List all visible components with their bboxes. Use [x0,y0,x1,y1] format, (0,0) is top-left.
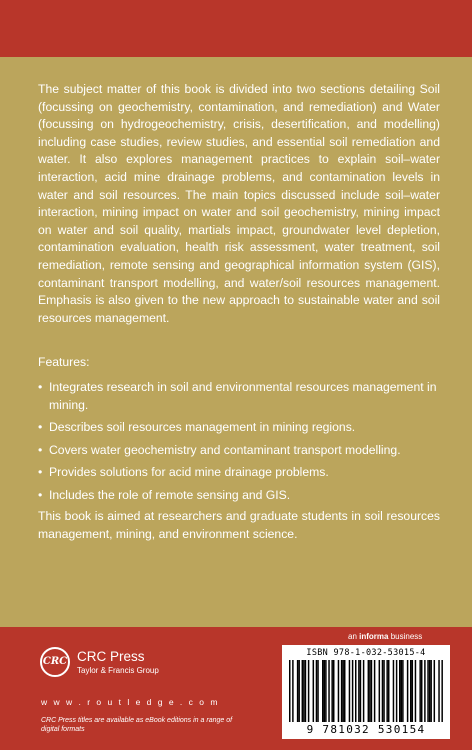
publisher-name: CRC Press [77,649,145,664]
bullet-icon: • [38,487,43,502]
barcode-bar [379,660,380,722]
barcode-bar [371,660,372,722]
barcode-bar [427,660,428,722]
informa-business-tag [348,632,422,641]
ebook-note: CRC Press titles are available as eBook editions in a range of digital formats [41,717,233,733]
bullet-icon: • [38,380,43,394]
barcode-bar [289,660,290,722]
barcode-bar [313,660,314,722]
barcode-bar [419,660,420,722]
barcode-bar [438,660,439,722]
isbn-barcode [282,645,450,739]
feature-item [38,464,448,482]
barcode-bar [333,660,334,722]
barcode-bar [352,660,353,722]
barcode-bar [324,660,325,722]
barcode-bar [434,660,435,722]
barcode-bar [322,660,323,722]
barcode-bar [421,660,422,722]
barcode-bar [358,660,359,722]
crc-logo-icon: CRC [40,647,70,677]
barcode-bar [402,660,403,722]
feature-text: Integrates research in soil and environmental resources management in mining. [49,380,437,412]
barcode-bar [363,660,364,722]
barcode-bar [407,660,408,722]
top-color-band [0,0,472,57]
bullet-icon: • [38,420,43,435]
barcode-bar [316,660,317,722]
barcode-bar [424,660,425,722]
barcode-bar [429,660,430,722]
feature-text: Describes soil resources management in mining regions. [49,420,356,435]
barcode-bar [410,660,411,722]
barcode-bar [317,660,318,722]
barcode-bar [415,660,416,722]
barcode-bar [302,660,303,722]
barcode-bar [298,660,299,722]
barcode-digits: 9 781032 530154 [306,723,426,736]
barcode-bar [399,660,400,722]
bullet-icon: • [38,442,43,457]
barcode-bar [430,660,431,722]
barcode-bar [308,660,309,722]
feature-text: Includes the role of remote sensing and GIS. [49,487,291,502]
feature-text: Provides solutions for acid mine drainage problems. [49,465,329,480]
barcode-bar [441,660,442,722]
barcode-bar [355,660,356,722]
feature-item [38,419,448,437]
barcode-bar [297,660,298,722]
audience-text: This book is aimed at researchers and graduate students in soil resources management, mining, and environment science. [38,509,440,541]
informa-prefix: an [348,632,360,641]
publisher-url: w w w . r o u t l e d g e . c o m [41,697,220,707]
barcode-bar [412,660,413,722]
barcode-bar [386,660,387,722]
barcode-bar [401,660,402,722]
barcode-bar [368,660,369,722]
feature-item [38,442,448,460]
publisher-logo [40,647,190,683]
barcode-bar [360,660,361,722]
feature-text: Covers water geochemistry and contaminant transport modelling. [49,442,401,457]
barcode-bars [289,660,443,722]
barcode-bar [341,660,342,722]
barcode-bar [388,660,389,722]
barcode-bar [328,660,329,722]
barcode-bar [369,660,370,722]
barcode-bar [325,660,326,722]
barcode-bar [292,660,293,722]
informa-suffix: business [388,632,423,641]
feature-item [38,487,448,505]
informa-brand: informa [359,632,389,641]
barcode-bar [382,660,383,722]
isbn-label: ISBN 978-1-032-53015-4 [306,648,426,658]
barcode-bar [303,660,304,722]
barcode-bar [374,660,375,722]
publisher-group: Taylor & Francis Group [77,666,159,675]
barcode-bar [344,660,345,722]
bullet-icon: • [38,465,43,480]
barcode-bar [383,660,384,722]
barcode-bar [349,660,350,722]
features-heading: Features: [38,355,90,369]
barcode-bar [342,660,343,722]
description-text: The subject matter of this book is divided into two sections detailing Soil (focussing on geochemistry, contamination, and remediation) and Water (focussing on hydrogeochemistry, crisis, desertification, and modelling) including case studies, review studies, and essential soil remediation and water. It also explores management practices to explain soil–water interaction, acid mine drainage problems, and contamination levels in water and soil resources. The main topics discussed include soil–water interaction, mining impact on water and soil geochemistry, mining impact on water and soil quality, martials impact, groundwater level depletion, contamination evaluation, health risk assessment, water treatment, soil remediation, remote sensing and geographical information system (GIS), contaminant transport modelling, and water/soil resources management. Emphasis is also given to the new approach to sustainable water and soil resources management. [38,82,440,325]
feature-item [38,379,448,414]
barcode-bar [393,660,394,722]
barcode-bar [396,660,397,722]
barcode-bar [305,660,306,722]
features-list [38,379,448,510]
barcode-bar [338,660,339,722]
barcode-bar [331,660,332,722]
